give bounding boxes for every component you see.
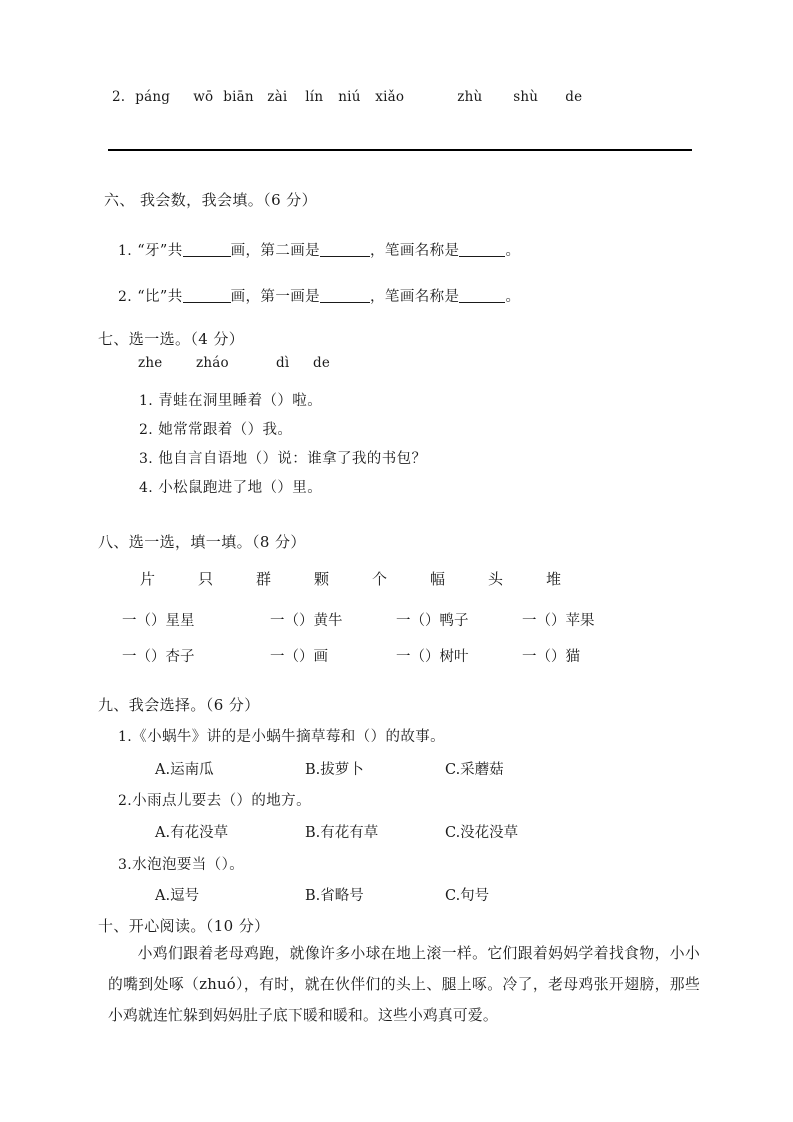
pinyin-syllable-5: lín [305, 89, 324, 105]
count-prefix: 一（ [522, 649, 551, 665]
stroke-name-blank[interactable] [459, 302, 505, 303]
pinyin-writing-item [112, 89, 582, 105]
option-c[interactable]: C.没花没草 [445, 825, 519, 841]
count-suffix: ） [551, 613, 566, 629]
pinyin-syllable-10: de [565, 89, 583, 105]
bank-option-de[interactable]: de [313, 355, 331, 371]
section-7-item-3 [139, 447, 426, 468]
question-stem-before: 水泡泡要当（ [132, 857, 222, 873]
reading-passage: 小鸡们跟着老母鸡跑，就像许多小球在地上滚一样。它们跟着妈妈学着找食物，小小的嘴到处啄（zhuó），有时，就在伙伴们的头上、腿上啄。冷了，老母鸡张开翅膀，那些小鸡就连忙躲到妈妈肚子底下暖和暖和。这些小鸡真可爱。 [108, 945, 700, 1024]
count-noun: 苹果 [565, 613, 595, 629]
count-suffix: ） [425, 613, 440, 629]
item-text-part-1: “比”共 [137, 289, 183, 305]
count-suffix: ） [299, 613, 314, 629]
count-noun: 猫 [565, 649, 580, 665]
writing-rule-line [108, 149, 692, 151]
item-stem: 他自言自语地（ [158, 451, 263, 467]
bank-option-di[interactable]: dì [276, 355, 290, 371]
count-prefix: 一（ [270, 649, 299, 665]
count-cell [396, 645, 522, 666]
section-9-question-1-stem [118, 725, 445, 746]
stroke-count-blank[interactable] [183, 256, 231, 257]
item-text-part-4: 。 [505, 243, 521, 259]
measure-word-ke[interactable]: 颗 [314, 570, 330, 588]
count-cell [522, 645, 580, 666]
section-9-question-3-stem [118, 853, 244, 874]
section-7-item-1 [139, 389, 322, 410]
count-suffix: ） [299, 649, 314, 665]
count-cell [396, 609, 522, 630]
item-tail: ）里。 [277, 480, 323, 496]
count-cell [122, 645, 270, 666]
pinyin-syllable-3: biān [223, 89, 254, 105]
section-8-row-1 [122, 609, 595, 630]
item-tail: ）我。 [247, 422, 293, 438]
pinyin-syllable-1: páng [135, 89, 171, 105]
measure-word-fu[interactable]: 幅 [430, 570, 446, 588]
option-c[interactable]: C.句号 [445, 888, 490, 904]
count-noun: 树叶 [439, 649, 469, 665]
item-index: 1. [139, 393, 154, 409]
item-index: 2. [118, 289, 133, 305]
item-tail: ）啦。 [277, 393, 323, 409]
pinyin-syllable-2: wō [193, 89, 214, 105]
pinyin-syllable-9: shù [513, 89, 539, 105]
section-7-item-2 [139, 418, 292, 439]
measure-word-pian[interactable]: 片 [140, 570, 156, 588]
count-cell [270, 645, 396, 666]
item-text-part-2: 画，第一画是 [230, 289, 321, 305]
item-text-part-4: 。 [505, 289, 521, 305]
count-noun: 黄牛 [313, 613, 343, 629]
item-text-part-3: ，笔画名称是 [370, 289, 460, 305]
option-b[interactable]: B.省略号 [305, 888, 364, 904]
second-stroke-blank[interactable] [320, 256, 370, 257]
section-8-measure-word-bank [140, 568, 604, 589]
item-index: 3. [139, 451, 154, 467]
count-prefix: 一（ [122, 613, 151, 629]
measure-word-ge[interactable]: 个 [372, 570, 388, 588]
section-7-heading: 七、选一选。（4 分） [98, 330, 245, 348]
count-noun: 星星 [165, 613, 195, 629]
count-cell [270, 609, 396, 630]
option-c[interactable]: C.采蘑菇 [445, 762, 504, 778]
count-suffix: ） [151, 649, 166, 665]
pinyin-syllable-8: zhù [457, 89, 483, 105]
question-stem-after: ）的地方。 [236, 793, 311, 809]
option-b[interactable]: B.拔萝卜 [305, 762, 364, 778]
count-cell [122, 609, 270, 630]
question-index: 3. [118, 857, 133, 873]
question-index: 1. [118, 729, 133, 745]
count-suffix: ） [151, 613, 166, 629]
question-stem-after: ）的故事。 [370, 729, 446, 745]
item-text-part-1: “牙”共 [137, 243, 183, 259]
bank-option-zhe[interactable]: zhe [138, 355, 163, 371]
stroke-name-blank[interactable] [459, 256, 505, 257]
count-prefix: 一（ [396, 649, 425, 665]
count-cell [522, 609, 595, 630]
count-noun: 杏子 [165, 649, 195, 665]
section-9-question-2-options [155, 821, 518, 842]
section-6-item-1 [118, 239, 520, 260]
first-stroke-blank[interactable] [320, 302, 370, 303]
option-a[interactable]: A.有花没草 [155, 825, 229, 841]
pinyin-syllable-4: zài [267, 89, 288, 105]
count-suffix: ） [551, 649, 566, 665]
section-10-heading: 十、开心阅读。（10 分） [98, 917, 270, 935]
section-7-item-4 [139, 476, 322, 497]
count-prefix: 一（ [270, 613, 299, 629]
pinyin-syllable-7: xiǎo [375, 89, 405, 105]
section-8-heading: 八、选一选，填一填。（8 分） [98, 533, 306, 551]
item-index: 4. [139, 480, 154, 496]
option-b[interactable]: B.有花有草 [305, 825, 379, 841]
count-noun: 鸭子 [439, 613, 469, 629]
item-text-part-2: 画，第二画是 [230, 243, 321, 259]
item-tail: ）说：谁拿了我的书包？ [262, 451, 427, 467]
section-8-row-2 [122, 645, 580, 666]
measure-word-zhi[interactable]: 只 [198, 570, 214, 588]
option-a[interactable]: A.逗号 [155, 888, 200, 904]
section-6-item-2 [118, 285, 520, 306]
question-stem-before: 《小蜗牛》讲的是小蜗牛摘草莓和（ [132, 729, 371, 745]
measure-word-dui[interactable]: 堆 [546, 570, 562, 588]
option-a[interactable]: A.运南瓜 [155, 762, 214, 778]
count-prefix: 一（ [396, 613, 425, 629]
item-index: 1. [118, 243, 133, 259]
section-9-question-2-stem [118, 789, 311, 810]
section-6-heading: 六、 我会数，我会填。（6 分） [104, 191, 317, 209]
pinyin-item-index: 2. [112, 89, 126, 105]
item-stem: 小松鼠跑进了地（ [158, 480, 278, 496]
count-suffix: ） [425, 649, 440, 665]
count-prefix: 一（ [522, 613, 551, 629]
item-stem: 青蛙在洞里睡着（ [158, 393, 278, 409]
section-9-question-3-options [155, 884, 489, 905]
section-9-question-1-options [155, 758, 504, 779]
question-stem-after: ）。 [221, 857, 245, 873]
item-stem: 她常常跟着（ [158, 422, 248, 438]
measure-word-tou[interactable]: 头 [488, 570, 504, 588]
question-index: 2. [118, 793, 133, 809]
bank-option-zhao[interactable]: zháo [196, 355, 229, 371]
measure-word-qun[interactable]: 群 [256, 570, 272, 588]
section-9-heading: 九、我会选择。（6 分） [98, 696, 260, 714]
question-stem-before: 小雨点儿要去（ [132, 793, 237, 809]
count-prefix: 一（ [122, 649, 151, 665]
pinyin-syllable-6: niú [338, 89, 361, 105]
section-7-pinyin-bank [138, 355, 330, 371]
count-noun: 画 [313, 649, 328, 665]
item-text-part-3: ，笔画名称是 [370, 243, 460, 259]
item-index: 2. [139, 422, 154, 438]
stroke-count-blank[interactable] [183, 302, 231, 303]
